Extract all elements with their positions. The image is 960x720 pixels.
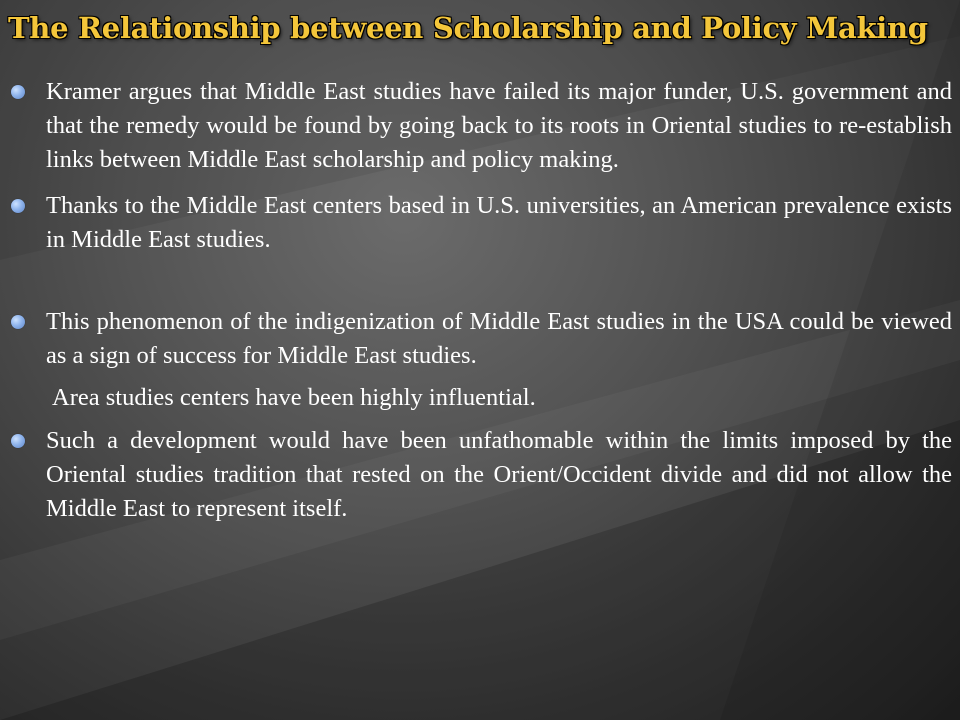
slide-title: The Relationship between Scholarship and Policy Making — [8, 11, 928, 45]
bullet-item — [46, 189, 952, 257]
bullet-text: This phenomenon of the indigenization of Middle East studies in the USA could be viewed as a sign of success for Middle East studies. — [46, 308, 952, 369]
bullet-list — [46, 75, 952, 526]
bullet-dot-icon — [11, 315, 25, 329]
bullet-item — [46, 424, 952, 526]
bullet-dot-icon — [11, 434, 25, 448]
bullet-item — [46, 75, 952, 177]
bullet-dot-icon — [11, 199, 25, 213]
continuation-text: Area studies centers have been highly influential. — [52, 384, 536, 411]
bullet-text: Thanks to the Middle East centers based in U.S. universities, an American prevalence exists in Middle East studies. — [46, 192, 952, 253]
bullet-item — [46, 305, 952, 373]
bullet-text: Such a development would have been unfathomable within the limits imposed by the Oriental studies tradition that rested on the Orient/Occident divide and did not allow the Middle East to represent itself. — [46, 427, 952, 522]
bullet-text: Kramer argues that Middle East studies have failed its major funder, U.S. government and that the remedy would be found by going back to its roots in Oriental studies to re-establish links between Middle East scholarship and policy making. — [46, 78, 952, 173]
bullet-dot-icon — [11, 85, 25, 99]
